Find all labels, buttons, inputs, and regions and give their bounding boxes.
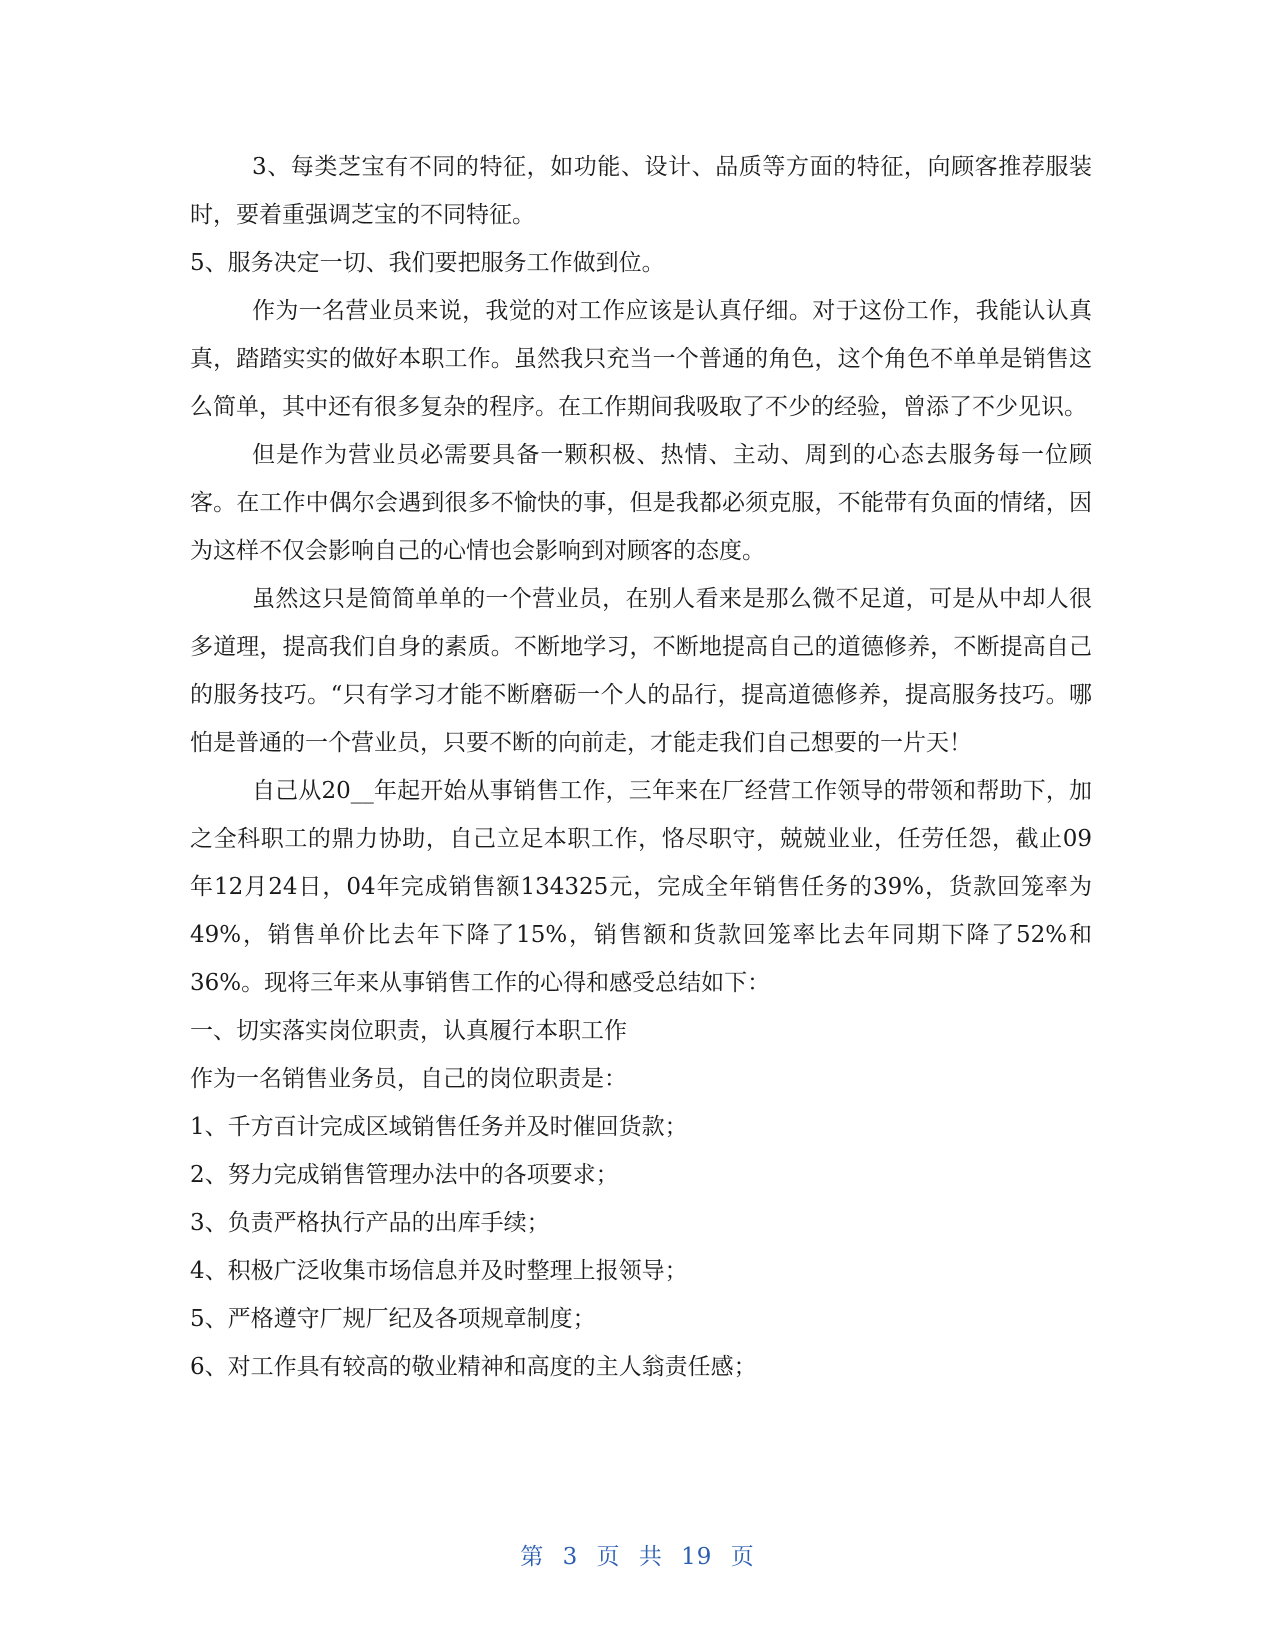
paragraph-3: 作为一名营业员来说，我觉的对工作应该是认真仔细。对于这份工作，我能认认真真，踏踏实实的做好本职工作。虽然我只充当一个普通的角色，这个角色不单单是销售这么简单，其中还有很多复杂的程序。在工作期间我吸取了不少的经验，曾添了不少见识。 — [190, 298, 1092, 420]
page-number-footer: 第 3 页 共 19 页 — [520, 1544, 755, 1570]
duties-intro: 作为一名销售业务员，自己的岗位职责是： — [190, 1066, 627, 1092]
duty-item-3: 3、负责严格执行产品的出库手续； — [190, 1210, 550, 1236]
duty-item-1: 1、千方百计完成区域销售任务并及时催回货款； — [190, 1114, 688, 1140]
document-body — [190, 143, 1092, 1391]
duty-item-4: 4、积极广泛收集市场信息并及时整理上报领导； — [190, 1258, 688, 1284]
paragraph-6: 自己从20__年起开始从事销售工作，三年来在厂经营工作领导的带领和帮助下，加之全科职工的鼎力协助，自己立足本职工作，恪尽职守，兢兢业业，任劳任怨，截止09年12月24日，04年完成销售额134325元，完成全年销售任务的39%，货款回笼率为49%，销售单价比去年下降了15%，销售额和货款回笼率比去年同期下降了52%和36%。现将三年来从事销售工作的心得和感受总结如下： — [190, 778, 1092, 996]
duty-item-5: 5、严格遵守厂规厂纪及各项规章制度； — [190, 1306, 596, 1332]
paragraph-1: 3、每类芝宝有不同的特征，如功能、设计、品质等方面的特征，向顾客推荐服装时，要着重强调芝宝的不同特征。 — [190, 154, 1092, 228]
paragraph-4: 但是作为营业员必需要具备一颗积极、热情、主动、周到的心态去服务每一位顾客。在工作中偶尔会遇到很多不愉快的事，但是我都必须克服，不能带有负面的情绪，因为这样不仅会影响自己的心情也会影响到对顾客的态度。 — [190, 442, 1092, 564]
duty-item-6: 6、对工作具有较高的敬业精神和高度的主人翁责任感； — [190, 1354, 757, 1380]
section-heading: 一、切实落实岗位职责，认真履行本职工作 — [190, 1018, 627, 1044]
paragraph-5: 虽然这只是简简单单的一个营业员，在别人看来是那么微不足道，可是从中却人很多道理，提高我们自身的素质。不断地学习，不断地提高自己的道德修养，不断提高自己的服务技巧。“只有学习才能不断磨砺一个人的品行，提高道德修养，提高服务技巧。哪怕是普通的一个营业员，只要不断的向前走，才能走我们自己想要的一片天！ — [190, 586, 1092, 756]
duty-item-2: 2、努力完成销售管理办法中的各项要求； — [190, 1162, 619, 1188]
paragraph-2: 5、服务决定一切、我们要把服务工作做到位。 — [190, 250, 665, 276]
